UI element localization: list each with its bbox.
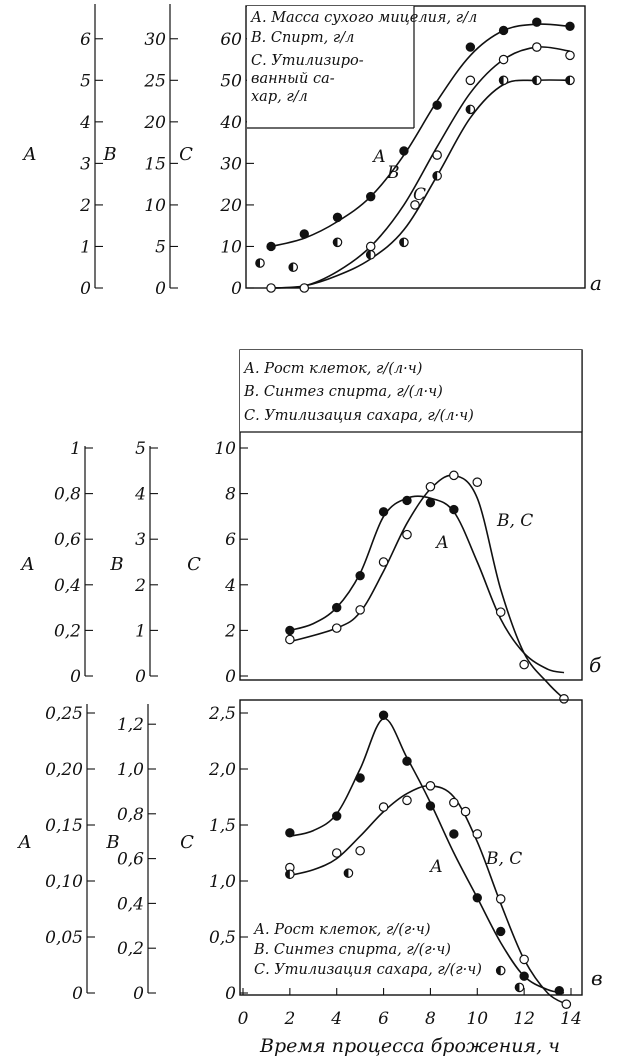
curve-label: С	[413, 185, 427, 205]
data-point	[426, 483, 434, 491]
data-point	[499, 55, 507, 63]
data-point	[499, 26, 507, 34]
data-point	[426, 499, 434, 507]
axis-2	[187, 439, 248, 687]
tick-label: 10	[144, 195, 166, 216]
data-point	[286, 626, 294, 634]
data-point	[356, 847, 364, 855]
data-point	[403, 496, 411, 504]
tick-label: 20	[144, 112, 166, 133]
curve-label: А	[436, 533, 449, 553]
data-point	[403, 530, 411, 538]
data-point	[520, 955, 528, 963]
tick-label: 0,05	[45, 928, 83, 948]
data-point	[520, 660, 528, 668]
data-point	[450, 798, 458, 806]
tick-label: 2,5	[208, 704, 236, 724]
tick-label: 1,0	[116, 760, 144, 780]
tick-label: 0,6	[53, 530, 81, 551]
axis-name-А: А	[21, 554, 35, 575]
data-point	[426, 782, 434, 790]
tick-label: 0	[72, 984, 83, 1004]
x-tick-label: 0	[237, 1009, 249, 1029]
x-axis-label: Время процесса брожения, ч	[259, 1035, 561, 1057]
legend-entry: А. Рост клеток, г/(г·ч)	[254, 922, 431, 938]
tick-label: 1,0	[208, 872, 236, 892]
data-point	[356, 774, 364, 782]
legend-entry: хар, г/л	[251, 89, 308, 105]
tick-label: 4	[225, 575, 236, 596]
data-point	[356, 606, 364, 614]
data-point	[497, 895, 505, 903]
tick-label: 0	[155, 279, 166, 299]
data-point	[450, 505, 458, 513]
legend-entry: С. Утилизация сахара, г/(л·ч)	[244, 408, 474, 424]
tick-label: 30	[144, 29, 166, 50]
tick-label: 0,4	[116, 894, 144, 915]
tick-label: 0,4	[53, 575, 81, 596]
tick-label: 0	[231, 279, 242, 299]
tick-label: 0,10	[45, 872, 83, 892]
data-point	[379, 803, 387, 811]
tick-label: 0,8	[53, 484, 81, 505]
axis-1	[105, 704, 156, 1004]
tick-label: 4	[135, 484, 146, 505]
data-point	[286, 635, 294, 643]
tick-label: 60	[220, 29, 242, 50]
legend-entry: ванный са-	[251, 71, 335, 87]
x-tick-label: 2	[284, 1009, 296, 1029]
data-point	[473, 830, 481, 838]
data-point	[555, 987, 563, 995]
tick-label: 5	[80, 71, 91, 92]
tick-label: 1,5	[208, 816, 236, 836]
data-point	[566, 22, 574, 30]
panel-letter: а	[590, 271, 602, 295]
data-point	[533, 18, 541, 26]
axis-1	[102, 4, 178, 299]
data-point	[533, 43, 541, 51]
legend-entry: В. Спирт, г/л	[251, 30, 355, 46]
data-point	[566, 51, 574, 59]
axis-name-А: А	[23, 144, 37, 165]
axis-0	[19, 439, 93, 687]
tick-label: 1,2	[116, 715, 144, 736]
curve-label: В, С	[486, 849, 523, 869]
axis-0	[16, 704, 95, 1004]
data-point	[379, 558, 387, 566]
tick-label: 3	[135, 530, 146, 551]
tick-label: 1	[80, 237, 91, 258]
tick-label: 4	[80, 112, 91, 133]
tick-label: 0,5	[208, 928, 236, 948]
panel-v	[16, 700, 602, 1057]
data-point	[497, 608, 505, 616]
tick-label: 2	[225, 621, 236, 642]
axis-name-С: С	[187, 554, 201, 575]
tick-label: 6	[225, 530, 236, 551]
data-point	[497, 927, 505, 935]
x-tick-label: 10	[466, 1009, 489, 1029]
panel-a	[21, 4, 602, 299]
panel-b	[19, 350, 602, 703]
tick-label: 0	[133, 984, 144, 1004]
data-point	[433, 151, 441, 159]
tick-label: 50	[220, 71, 242, 92]
data-point	[333, 213, 341, 221]
tick-label: 8	[225, 484, 236, 505]
tick-label: 0,8	[116, 804, 144, 825]
tick-label: 0,20	[45, 760, 83, 780]
tick-label: 0	[70, 667, 81, 687]
data-point	[300, 284, 308, 292]
axis-name-С: С	[179, 144, 193, 165]
legend-entry: С. Утилизация сахара, г/(г·ч)	[254, 962, 482, 978]
tick-label: 0	[80, 279, 91, 299]
tick-label: 0,6	[116, 849, 144, 870]
data-point	[400, 147, 408, 155]
data-point	[379, 711, 387, 719]
legend-entry: В. Синтез спирта, г/(л·ч)	[244, 384, 443, 400]
tick-label: 0,25	[45, 704, 83, 724]
tick-label: 0	[225, 667, 236, 687]
axis-0	[21, 4, 103, 299]
axis-name-А: А	[18, 832, 32, 853]
axis-name-В: В	[110, 554, 124, 575]
tick-label: 40	[220, 112, 242, 133]
tick-label: 15	[144, 154, 166, 175]
axis-1	[109, 439, 158, 687]
data-point	[560, 695, 568, 703]
curve-label: А	[373, 147, 386, 167]
tick-label: 0	[135, 667, 146, 687]
tick-label: 0,15	[45, 816, 83, 836]
data-point	[403, 796, 411, 804]
x-tick-label: 14	[560, 1009, 582, 1029]
data-point	[562, 1000, 570, 1008]
data-point	[473, 478, 481, 486]
x-tick-label: 6	[378, 1009, 389, 1029]
legend-entry: В. Синтез спирта, г/(г·ч)	[254, 942, 451, 958]
x-tick-label: 4	[331, 1009, 343, 1029]
panel-letter: б	[589, 653, 602, 677]
tick-label: 5	[135, 439, 146, 459]
data-point	[333, 624, 341, 632]
axis-name-С: С	[180, 832, 194, 853]
data-point	[367, 242, 375, 250]
x-tick-label: 8	[425, 1009, 436, 1029]
tick-label: 2	[135, 575, 146, 596]
data-point	[333, 812, 341, 820]
data-point	[461, 807, 469, 815]
data-point	[426, 802, 434, 810]
legend-entry: А. Рост клеток, г/(л·ч)	[244, 361, 423, 377]
data-point	[267, 242, 275, 250]
data-point	[267, 284, 275, 292]
data-point	[520, 972, 528, 980]
tick-label: 30	[220, 154, 242, 175]
tick-label: 1	[135, 621, 146, 642]
curve-label: А	[430, 857, 443, 877]
legend	[253, 922, 482, 978]
tick-label: 2	[80, 195, 91, 216]
tick-label: 25	[144, 71, 166, 92]
panel-letter: в	[591, 966, 603, 990]
legend-entry: А. Масса сухого мицелия, г/л	[251, 10, 478, 26]
tick-label: 10	[220, 237, 242, 258]
x-tick-label: 12	[513, 1009, 535, 1029]
tick-label: 0,2	[116, 939, 144, 960]
data-point	[333, 603, 341, 611]
axis-2	[179, 30, 254, 299]
data-point	[286, 829, 294, 837]
axis-name-В: В	[103, 144, 117, 165]
axis-name-В: В	[106, 832, 120, 853]
data-point	[473, 894, 481, 902]
tick-label: 1	[70, 439, 81, 459]
data-point	[433, 101, 441, 109]
axis-2	[180, 704, 248, 1004]
data-point	[466, 76, 474, 84]
tick-label: 20	[220, 195, 242, 216]
tick-label: 3	[80, 154, 91, 175]
data-point	[450, 471, 458, 479]
data-point	[300, 230, 308, 238]
tick-label: 0	[225, 984, 236, 1004]
data-point	[379, 508, 387, 516]
data-point	[450, 830, 458, 838]
legend-entry: С. Утилизиро-	[251, 53, 364, 69]
data-point	[333, 849, 341, 857]
tick-label: 10	[214, 439, 236, 459]
data-point	[356, 571, 364, 579]
tick-label: 0,2	[53, 621, 81, 642]
curve-label: В	[387, 163, 400, 183]
tick-label: 2,0	[208, 760, 236, 780]
curve-label: В, С	[497, 511, 534, 531]
data-point	[403, 757, 411, 765]
data-point	[367, 192, 375, 200]
tick-label: 5	[155, 237, 166, 258]
data-point	[466, 43, 474, 51]
tick-label: 6	[80, 29, 91, 50]
